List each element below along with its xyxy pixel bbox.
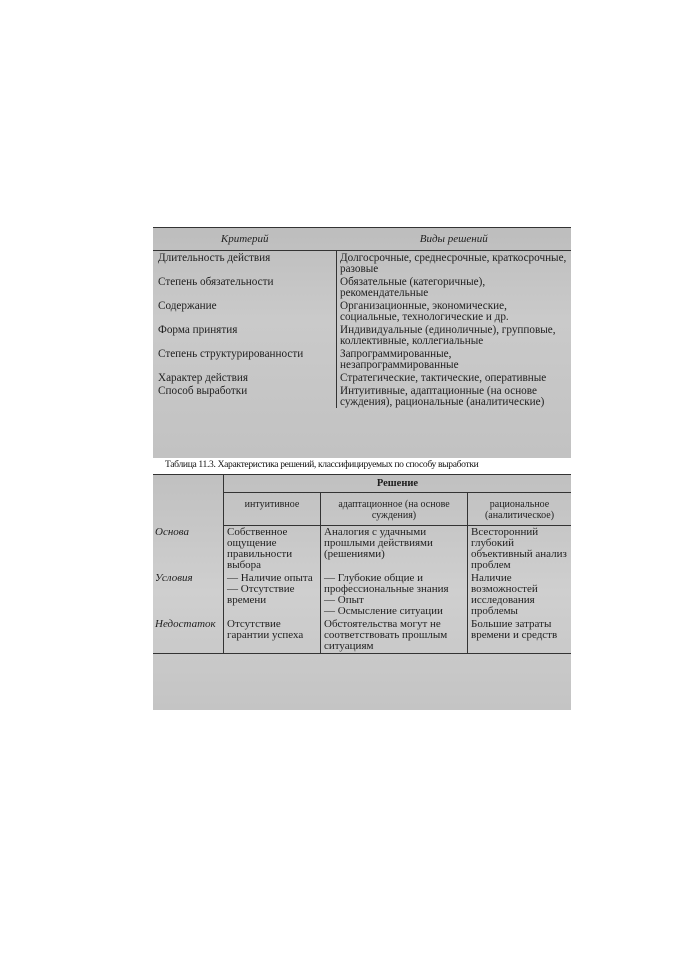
table-row xyxy=(153,526,571,573)
table-cell: Аналогия с удачными прошлыми действиями (решениями) xyxy=(321,526,468,573)
types-cell: Организационные, экономические, социальные, технологические и др. xyxy=(337,299,572,323)
column-header-intuitive: интуитивное xyxy=(224,493,321,526)
table-cell xyxy=(224,572,321,618)
list-item: — Глубокие общие и профессиональные знания xyxy=(324,572,449,595)
table-row xyxy=(153,299,571,323)
types-cell: Интуитивные, адаптационные (на основе суждения), рациональные (аналитические) xyxy=(337,384,572,408)
table-row xyxy=(153,347,571,371)
empty-corner-cell xyxy=(153,475,224,526)
criterion-column-header: Критерий xyxy=(153,228,337,251)
types-cell: Индивидуальные (единоличные), групповые, коллективные, коллегиальные xyxy=(337,323,572,347)
criterion-cell: Степень структурированности xyxy=(158,348,304,360)
table-cell: Обстоятельства могут не соответствовать прошлым ситуациям xyxy=(321,618,468,654)
table-cell xyxy=(321,572,468,618)
types-cell: Долгосрочные, среднесрочные, краткосрочные, разовые xyxy=(337,251,572,276)
criterion-cell: Степень обязательности xyxy=(158,276,274,288)
solutions-table-scan xyxy=(153,474,571,710)
types-column-header: Виды решений xyxy=(337,228,572,251)
list-item: — Наличие опыта xyxy=(227,572,313,584)
table-cell: Большие затраты времени и средств xyxy=(468,618,572,654)
table-caption: Таблица 11.3. Характеристика решений, классифицируемых по способу выработки xyxy=(165,459,479,470)
criterion-cell: Форма принятия xyxy=(158,324,238,336)
table-row xyxy=(153,251,571,276)
list-item: — Осмысление ситуации xyxy=(324,605,443,617)
row-label: Основа xyxy=(155,525,189,538)
criterion-cell: Характер действия xyxy=(158,372,249,384)
types-cell: Стратегические, тактические, оперативные xyxy=(337,371,572,384)
list-item: — Отсутствие времени xyxy=(227,583,295,606)
solutions-comparison-table xyxy=(153,474,571,654)
table-row xyxy=(153,323,571,347)
row-label: Недостаток xyxy=(153,618,224,654)
table-row xyxy=(153,384,571,408)
decision-criteria-table xyxy=(153,227,571,408)
table-cell: Собственное ощущение правильности выбора xyxy=(224,526,321,573)
criterion-cell: Длительность действия xyxy=(158,252,271,264)
solution-header: Решение xyxy=(224,475,572,493)
table-row xyxy=(153,572,571,618)
table-cell: Отсутствие гарантии успеха xyxy=(224,618,321,654)
table-row xyxy=(153,618,571,654)
table-cell: Наличие возможностей исследования проблемы xyxy=(468,572,572,618)
table-row xyxy=(153,275,571,299)
criteria-table-scan xyxy=(153,227,571,458)
column-header-adaptive: адаптационное (на основе суждения) xyxy=(321,493,468,526)
types-cell: Обязательные (категоричные), рекомендательные xyxy=(337,275,572,299)
row-label: Условия xyxy=(155,572,193,584)
list-item: — Опыт xyxy=(324,594,364,606)
column-header-rational: рациональное (аналитическое) xyxy=(468,493,572,526)
criterion-cell: Способ выработки xyxy=(158,385,248,397)
criterion-cell: Содержание xyxy=(158,300,217,312)
types-cell: Запрограммированные, незапрограммированные xyxy=(337,347,572,371)
table-cell: Всесторонний глубокий объективный анализ проблем xyxy=(468,526,572,573)
table-row xyxy=(153,371,571,384)
